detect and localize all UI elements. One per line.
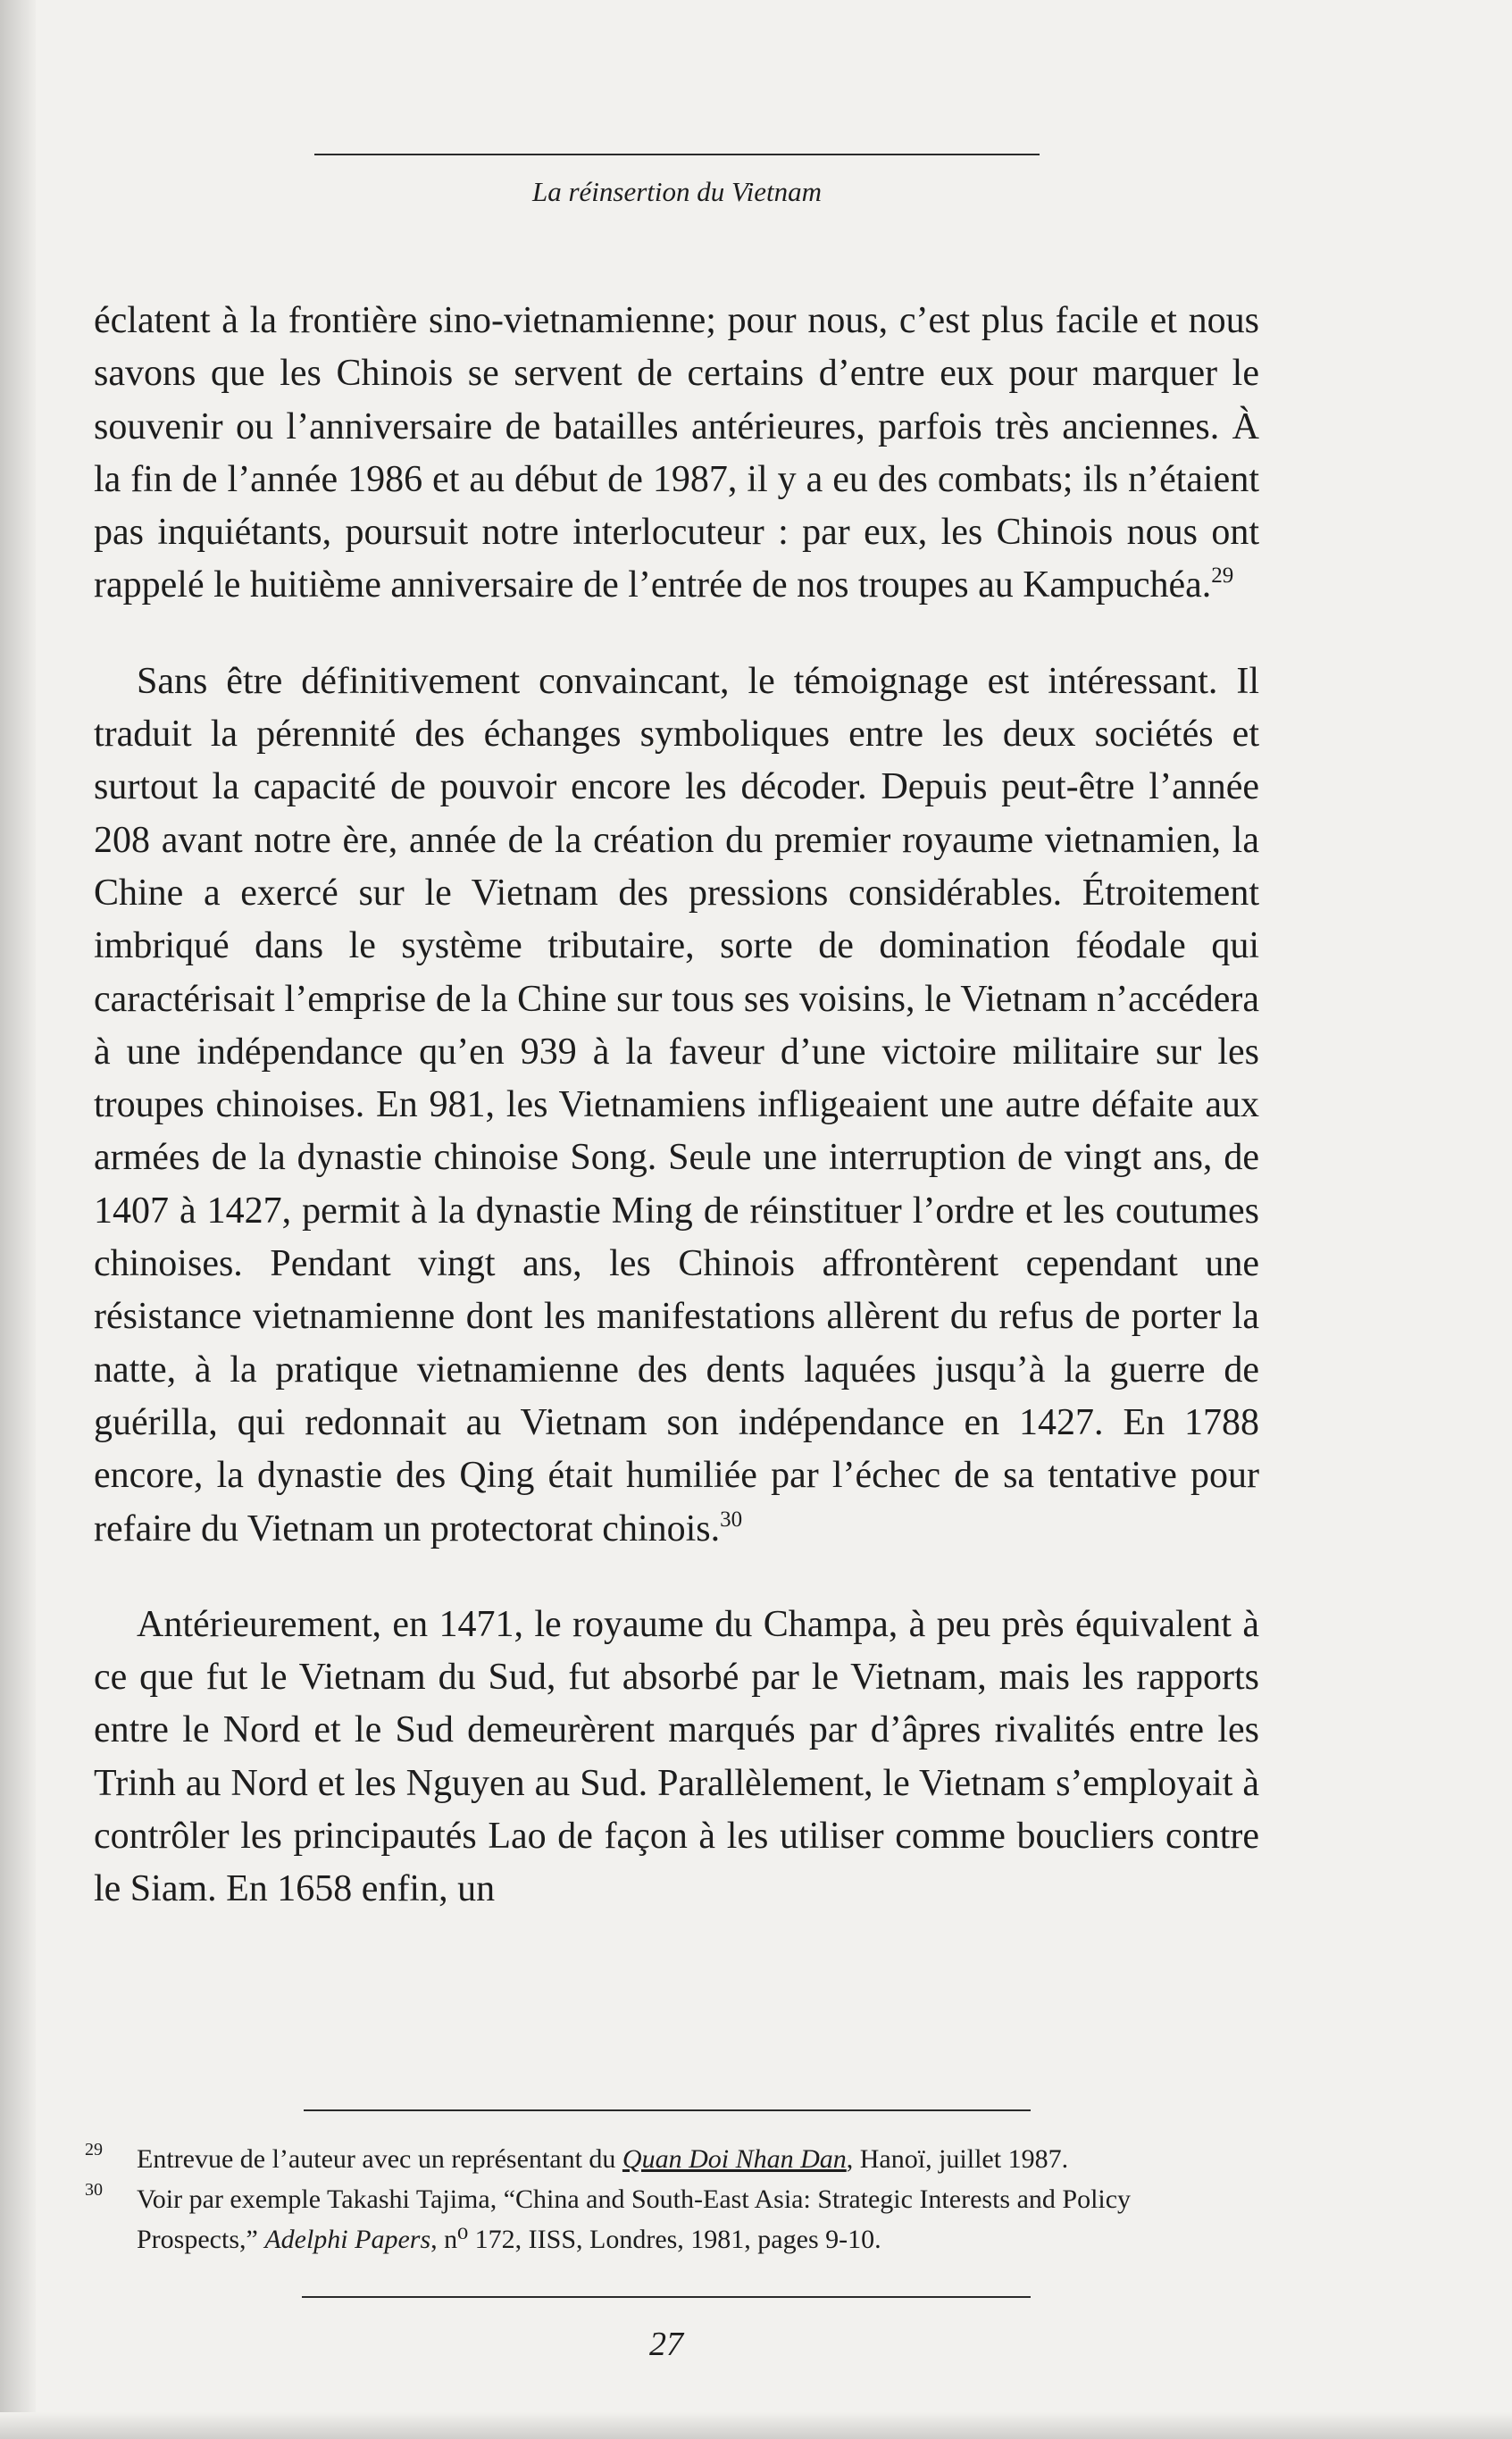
footnote-text-end: , n⁰ 172, IISS, Londres, 1981, pages 9-10.	[430, 2225, 881, 2254]
footnote-29	[85, 2139, 1255, 2179]
footnote-number: 30	[85, 2180, 103, 2200]
bottom-shadow	[0, 2412, 1512, 2439]
footnote-text: Voir par exemple Takashi Tajima, “China and South-East Asia: Strategic Interests and Policy Prospects,”	[137, 2184, 1132, 2254]
footnote-source-title: Quan Doi Nhan Dan	[622, 2144, 847, 2174]
footnotes	[85, 2139, 1255, 2259]
running-head: La réinsertion du Vietnam	[531, 176, 823, 207]
paragraph-2	[94, 656, 1259, 1556]
header-rule	[314, 154, 1040, 155]
footnote-text-end: , Hanoï, juillet 1987.	[846, 2144, 1069, 2174]
spine-shadow	[0, 0, 36, 2439]
footnote-rule	[304, 2109, 1031, 2111]
footnote-number: 29	[85, 2140, 103, 2159]
paragraph-3-text: Antérieurement, en 1471, le royaume du Champa, à peu près équivalent à ce que fut le Vietnam du Sud, fut absorbé par le Vietnam, mais les rapports entre le Nord et le Sud demeurèrent marqués par d’âpres rivalités entre les Trinh au Nord et les Nguyen au Sud. Parallèlement, le Vietnam s’employait à contrôler les principautés Lao de façon à les utiliser comme boucliers contre le Siam. En 1658 enfin, un	[94, 1603, 1259, 1910]
paragraph-2-text: Sans être définitivement convaincant, le témoignage est intéressant. Il traduit la pérennité des échanges symboliques entre les deux sociétés et surtout la capacité de pouvoir encore les décoder. Depuis peut-être l’année 208 avant notre ère, année de la création du premier royaume vietnamien, la Chine a exercé sur le Vietnam des pressions considérables. Étroitement imbriqué dans le système tributaire, sorte de domination féodale qui caractérisait l’emprise de la Chine sur tous ses voisins, le Vietnam n’accédera à une indépendance qu’en 939 à la faveur d’une victoire militaire sur les troupes chinoises. En 981, les Vietnamiens infligeaient une autre défaite aux armées de la dynastie chinoise Song. Seule une interruption de vingt ans, de 1407 à 1427, permit à la dynastie Ming de réinstituer l’ordre et les coutumes chinoises. Pendant vingt ans, les Chinois affrontèrent cependant une résistance vietnamienne dont les manifestations allèrent du refus de porter la natte, à la pratique vietnamienne des dents laquées jusqu’à la guerre de guérilla, qui redonnait au Vietnam son indépendance en 1427. En 1788 encore, la dynastie des Qing était humiliée par l’échec de sa tentative pour refaire du Vietnam un protectorat chinois.	[94, 660, 1259, 1549]
footnote-ref-29: 29	[1211, 564, 1234, 589]
footer-rule	[302, 2296, 1031, 2298]
footnote-text: Entrevue de l’auteur avec un représentant du	[137, 2144, 622, 2174]
footnote-30	[85, 2179, 1255, 2259]
paragraph-1	[94, 295, 1259, 613]
footnote-ref-30: 30	[720, 1507, 743, 1532]
paragraph-3	[94, 1599, 1259, 1917]
page-number: 27	[649, 2326, 683, 2363]
footnote-source-title: Adelphi Papers	[264, 2225, 431, 2254]
body-text	[94, 295, 1259, 1917]
paragraph-1-text: éclatent à la frontière sino-vietnamienne; pour nous, c’est plus facile et nous savons que les Chinois se servent de certains d’entre eux pour marquer le souvenir ou l’anniversaire de batailles antérieures, parfois très anciennes. À la fin de l’année 1986 et au début de 1987, il y a eu des combats; ils n’étaient pas inquiétants, poursuit notre interlocuteur : par eux, les Chinois nous ont rappelé le huitième anniversaire de l’entrée de nos troupes au Kampuchéa.	[94, 300, 1259, 606]
